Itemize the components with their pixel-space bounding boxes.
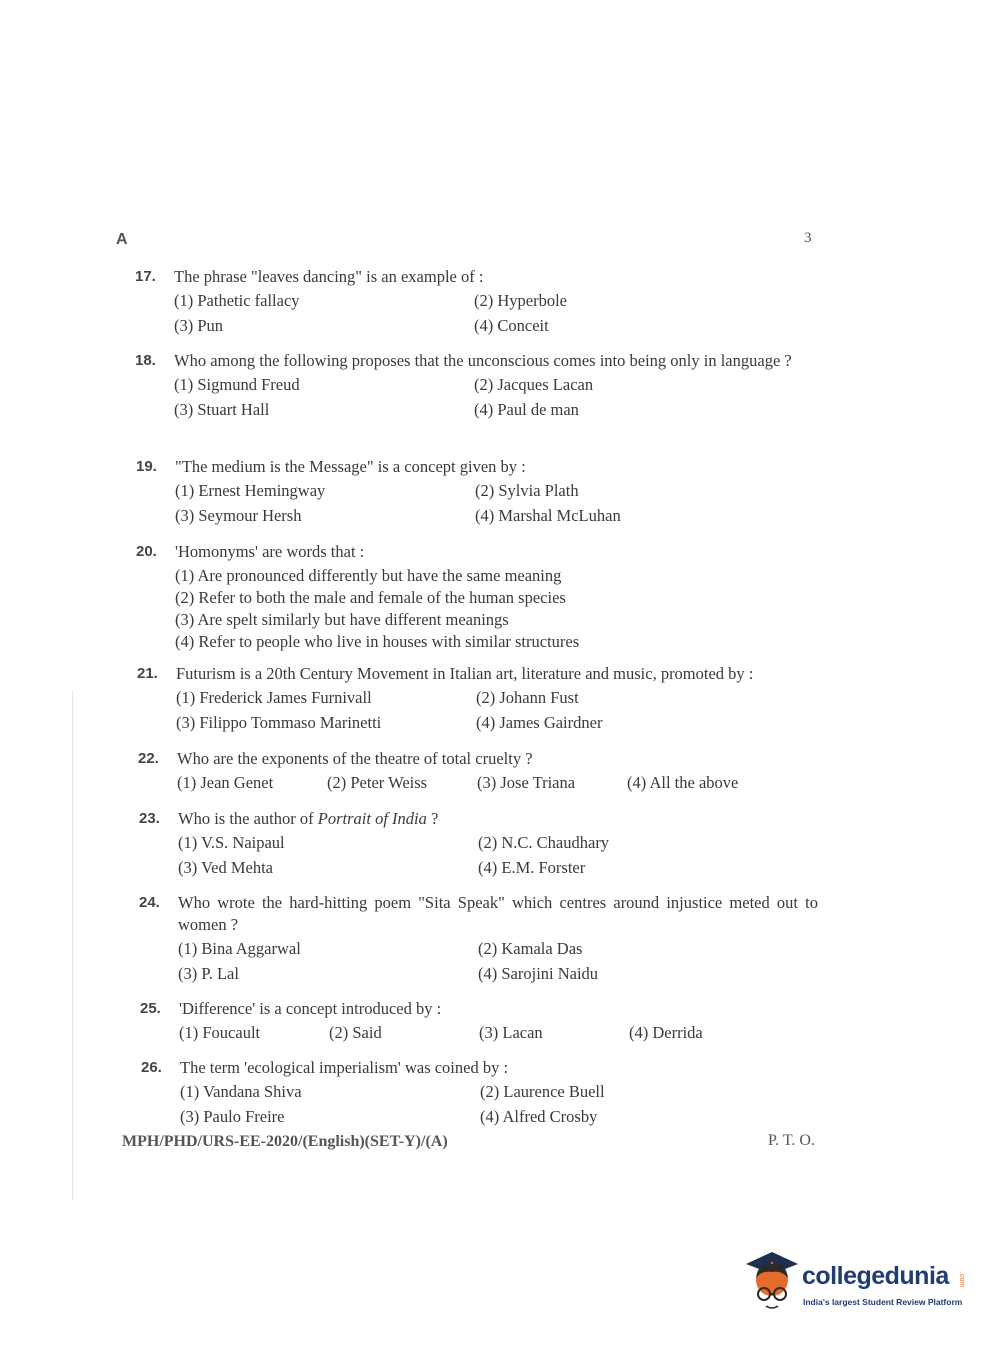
option-1: (1) Vandana Shiva (180, 1082, 302, 1101)
option-4: (4) Paul de man (474, 400, 579, 419)
option-3: (3) Stuart Hall (174, 400, 270, 419)
question-number: 26. (141, 1059, 162, 1076)
question-25 (140, 998, 819, 1047)
options (177, 772, 817, 797)
question-text: Who wrote the hard-hitting poem "Sita Speak" which centres around injustice meted out to women ? (178, 893, 818, 934)
option-4: (4) Marshal McLuhan (475, 506, 621, 525)
option-2: (2) Said (329, 1023, 382, 1042)
option-2: (2) Sylvia Plath (475, 481, 579, 500)
question-text: Futurism is a 20th Century Movement in Italian art, literature and music, promoted by : (176, 664, 754, 683)
option-4: (4) Derrida (629, 1023, 703, 1042)
option-4: (4) Conceit (474, 316, 549, 335)
options (174, 290, 814, 340)
options (179, 1022, 819, 1047)
question-24 (139, 892, 818, 988)
option-3: (3) P. Lal (178, 964, 239, 983)
option-1: (1) Are pronounced differently but have the same meaning (175, 566, 562, 585)
book-title: Portrait of India (317, 809, 427, 828)
option-2: (2) Kamala Das (478, 939, 583, 958)
logo-wordmark: collegedunia (802, 1262, 949, 1290)
question-number: 24. (139, 894, 160, 911)
option-4: (4) James Gairdner (476, 713, 603, 732)
option-1: (1) Frederick James Furnivall (176, 688, 372, 707)
question-17 (135, 266, 814, 340)
question-number: 22. (138, 750, 159, 767)
option-1: (1) Foucault (179, 1023, 261, 1042)
please-turn-over: P. T. O. (768, 1132, 815, 1149)
option-4: (4) All the above (627, 773, 739, 792)
logo-tagline: India's largest Student Review Platform (803, 1297, 963, 1307)
option-2: (2) Laurence Buell (480, 1082, 605, 1101)
page-edge-line (72, 690, 73, 1200)
option-3: (3) Lacan (479, 1023, 543, 1042)
option-4: (4) Refer to people who live in houses with similar structures (175, 632, 580, 651)
options (175, 565, 815, 653)
page-number: 3 (804, 230, 812, 246)
question-18 (135, 350, 814, 424)
option-2: (2) Johann Fust (476, 688, 579, 707)
option-2: (2) Jacques Lacan (474, 375, 594, 394)
set-letter: A (116, 231, 128, 248)
option-3: (3) Seymour Hersh (175, 506, 302, 525)
question-number: 20. (136, 543, 157, 560)
options (180, 1081, 820, 1131)
option-4: (4) Alfred Crosby (480, 1107, 598, 1126)
question-number: 23. (139, 810, 160, 827)
option-3: (3) Ved Mehta (178, 858, 274, 877)
option-1: (1) Jean Genet (177, 773, 274, 792)
option-1: (1) V.S. Naipaul (178, 833, 285, 852)
options (175, 480, 815, 530)
student-mascot-icon (742, 1248, 802, 1318)
option-2: (2) N.C. Chaudhary (478, 833, 610, 852)
option-1: (1) Sigmund Freud (174, 375, 300, 394)
options (178, 832, 818, 882)
question-number: 18. (135, 352, 156, 369)
question-number: 17. (135, 268, 156, 285)
logo-domain: .com (958, 1272, 965, 1288)
question-26 (141, 1057, 820, 1131)
question-text: 'Homonyms' are words that : (175, 542, 365, 561)
options (178, 938, 818, 988)
paper-code: MPH/PHD/URS-EE-2020/(English)(SET-Y)/(A) (122, 1133, 448, 1150)
option-4: (4) E.M. Forster (478, 858, 586, 877)
options (174, 374, 814, 424)
option-3: (3) Pun (174, 316, 224, 335)
question-21 (137, 663, 816, 737)
question-text: Who among the following proposes that the unconscious comes into being only in language ? (174, 351, 792, 370)
option-3: (3) Paulo Freire (180, 1107, 285, 1126)
question-number: 25. (140, 1000, 161, 1017)
question-22 (138, 748, 817, 797)
question-text: The term 'ecological imperialism' was coined by : (180, 1058, 509, 1077)
option-3: (3) Filippo Tommaso Marinetti (176, 713, 382, 732)
option-1: (1) Pathetic fallacy (174, 291, 300, 310)
question-number: 19. (136, 458, 157, 475)
question-20 (136, 541, 815, 653)
question-23 (139, 808, 818, 882)
question-text: "The medium is the Message" is a concept given by : (175, 457, 526, 476)
question-text: The phrase "leaves dancing" is an example of : (174, 267, 484, 286)
option-1: (1) Bina Aggarwal (178, 939, 301, 958)
question-text: Who are the exponents of the theatre of total cruelty ? (177, 749, 533, 768)
question-text: 'Difference' is a concept introduced by : (179, 999, 442, 1018)
question-19 (136, 456, 815, 530)
collegedunia-watermark (742, 1248, 972, 1318)
option-2: (2) Refer to both the male and female of the human species (175, 588, 566, 607)
option-2: (2) Peter Weiss (327, 773, 428, 792)
question-number: 21. (137, 665, 158, 682)
option-2: (2) Hyperbole (474, 291, 568, 310)
option-3: (3) Are spelt similarly but have different meanings (175, 610, 509, 629)
question-text: Who is the author of Portrait of India ? (178, 809, 439, 828)
option-1: (1) Ernest Hemingway (175, 481, 326, 500)
option-3: (3) Jose Triana (477, 773, 576, 792)
option-4: (4) Sarojini Naidu (478, 964, 599, 983)
options (176, 687, 816, 737)
